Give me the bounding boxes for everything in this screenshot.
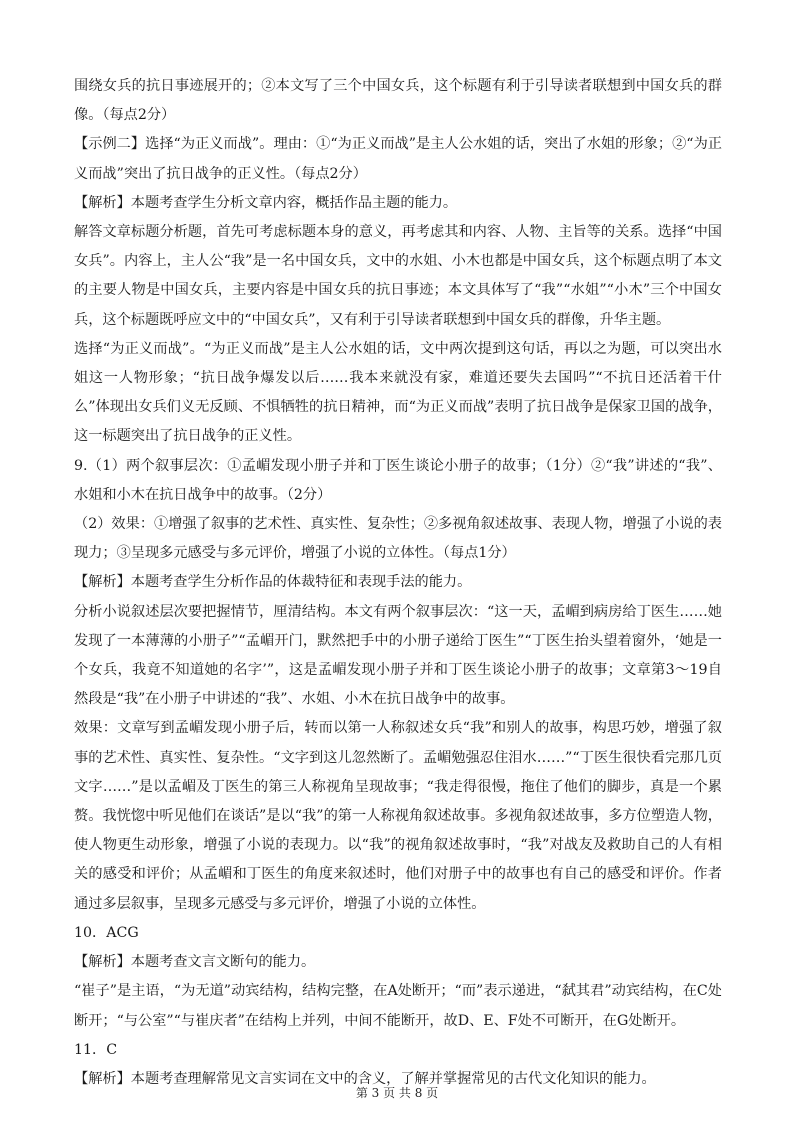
paragraph: （2）效果：①增强了叙事的艺术性、真实性、复杂性；②多视角叙述故事、表现人物，增强了小说的表现力；③呈现多元感受与多元评价，增强了小说的立体性。（每点1分） [74, 516, 722, 562]
answer-content [74, 72, 722, 1094]
paragraph: 【解析】本题考查理解常见文言实词在文中的含义，了解并掌握常见的古代文化知识的能力。 [74, 1070, 656, 1087]
paragraph: 效果：文章写到孟嵋发现小册子后，转而以第一人称叙述女兵“我”和别人的故事，构思巧妙，增强了叙事的艺术性、真实性、复杂性。“文字到这儿忽然断了。孟嵋勉强忍住泪水……”“丁医生很快看完那几页文字……”是以孟嵋及丁医生的第三人称视角呈现故事；“我走得很慢，拖住了他们的脚步，真是一个累赘。我恍惚中听见他们在谈话”是以“我”的第一人称视角叙述故事。多视角叙述故事，多方位塑造人物，使人物更生动形象，增强了小说的表现力。以“我”的视角叙述故事时，“我”对战友及救助自己的人有相关的感受和评价；从孟嵋和丁医生的角度来叙述时，他们对册子中的故事也有自己的感受和评价。作者通过多层叙事，呈现多元感受与多元评价，增强了小说的立体性。 [74, 720, 722, 912]
page-number-label: 第 3 页 共 8 页 [355, 1086, 439, 1100]
paragraph: 【解析】本题考查学生分析作品的体裁特征和表现手法的能力。 [74, 574, 472, 591]
paragraph: 围绕女兵的抗日事迹展开的；②本文写了三个中国女兵，这个标题有利于引导读者联想到中国女兵的群像。（每点2分） [74, 78, 722, 124]
paragraph: 【示例二】选择“为正义而战”。理由：①“为正义而战”是主人公水姐的话，突出了水姐的形象；②“为正义而战”突出了抗日战争的正义性。（每点2分） [74, 136, 722, 182]
paragraph: 解答文章标题分析题，首先可考虑标题本身的意义，再考虑其和内容、人物、主旨等的关系。选择“中国女兵”。内容上，主人公“我”是一名中国女兵，文中的水姐、小木也都是中国女兵，这个标题点明了本文的主要人物是中国女兵，主要内容是中国女兵的抗日事迹；本文具体写了“我”“水姐”“小木”三个中国女兵，这个标题既呼应文中的“中国女兵”，又有利于引导读者联想到中国女兵的群像，升华主题。 [74, 224, 722, 328]
paragraph: 9.（1）两个叙事层次：①孟嵋发现小册子并和丁医生谈论小册子的故事；（1分）②“我”讲述的“我”、水姐和小木在抗日战争中的故事。（2分） [74, 457, 722, 503]
paragraph: 【解析】本题考查文言文断句的能力。 [74, 954, 316, 971]
paragraph: “崔子”是主语，“为无道”动宾结构，结构完整，在A处断开；“而”表示递进，“弑其君”动宾结构，在C处断开；“与公室”“与崔庆者”在结构上并列，中间不能断开，故D、E、F处不可断开，在G处断开。 [74, 983, 722, 1029]
paragraph: 【解析】本题考查学生分析文章内容，概括作品主题的能力。 [74, 194, 458, 211]
paragraph: 10．ACG [74, 924, 139, 941]
paragraph: 11．C [74, 1041, 118, 1058]
paragraph: 选择“为正义而战”。“为正义而战”是主人公水姐的话，文中两次提到这句话，再以之为题，可以突出水姐这一人物形象；“抗日战争爆发以后……我本来就没有家，难道还要失去国吗”“不抗日还活着干什么”体现出女兵们义无反顾、不惧牺牲的抗日精神，而“为正义而战”表明了抗日战争是保家卫国的战争，这一标题突出了抗日战争的正义性。 [74, 340, 722, 445]
page-footer [0, 1085, 794, 1101]
paragraph: 分析小说叙述层次要把握情节，厘清结构。本文有两个叙事层次：“这一天，孟嵋到病房给丁医生……她发现了一本薄薄的小册子”“孟嵋开门，默然把手中的小册子递给丁医生”“丁医生抬头望着窗外，‘她是一个女兵，我竟不知道她的名字’”，这是孟嵋发现小册子并和丁医生谈论小册子的故事；文章第3～19自然段是“我”在小册子中讲述的“我”、水姐、小木在抗日战争中的故事。 [74, 603, 722, 708]
